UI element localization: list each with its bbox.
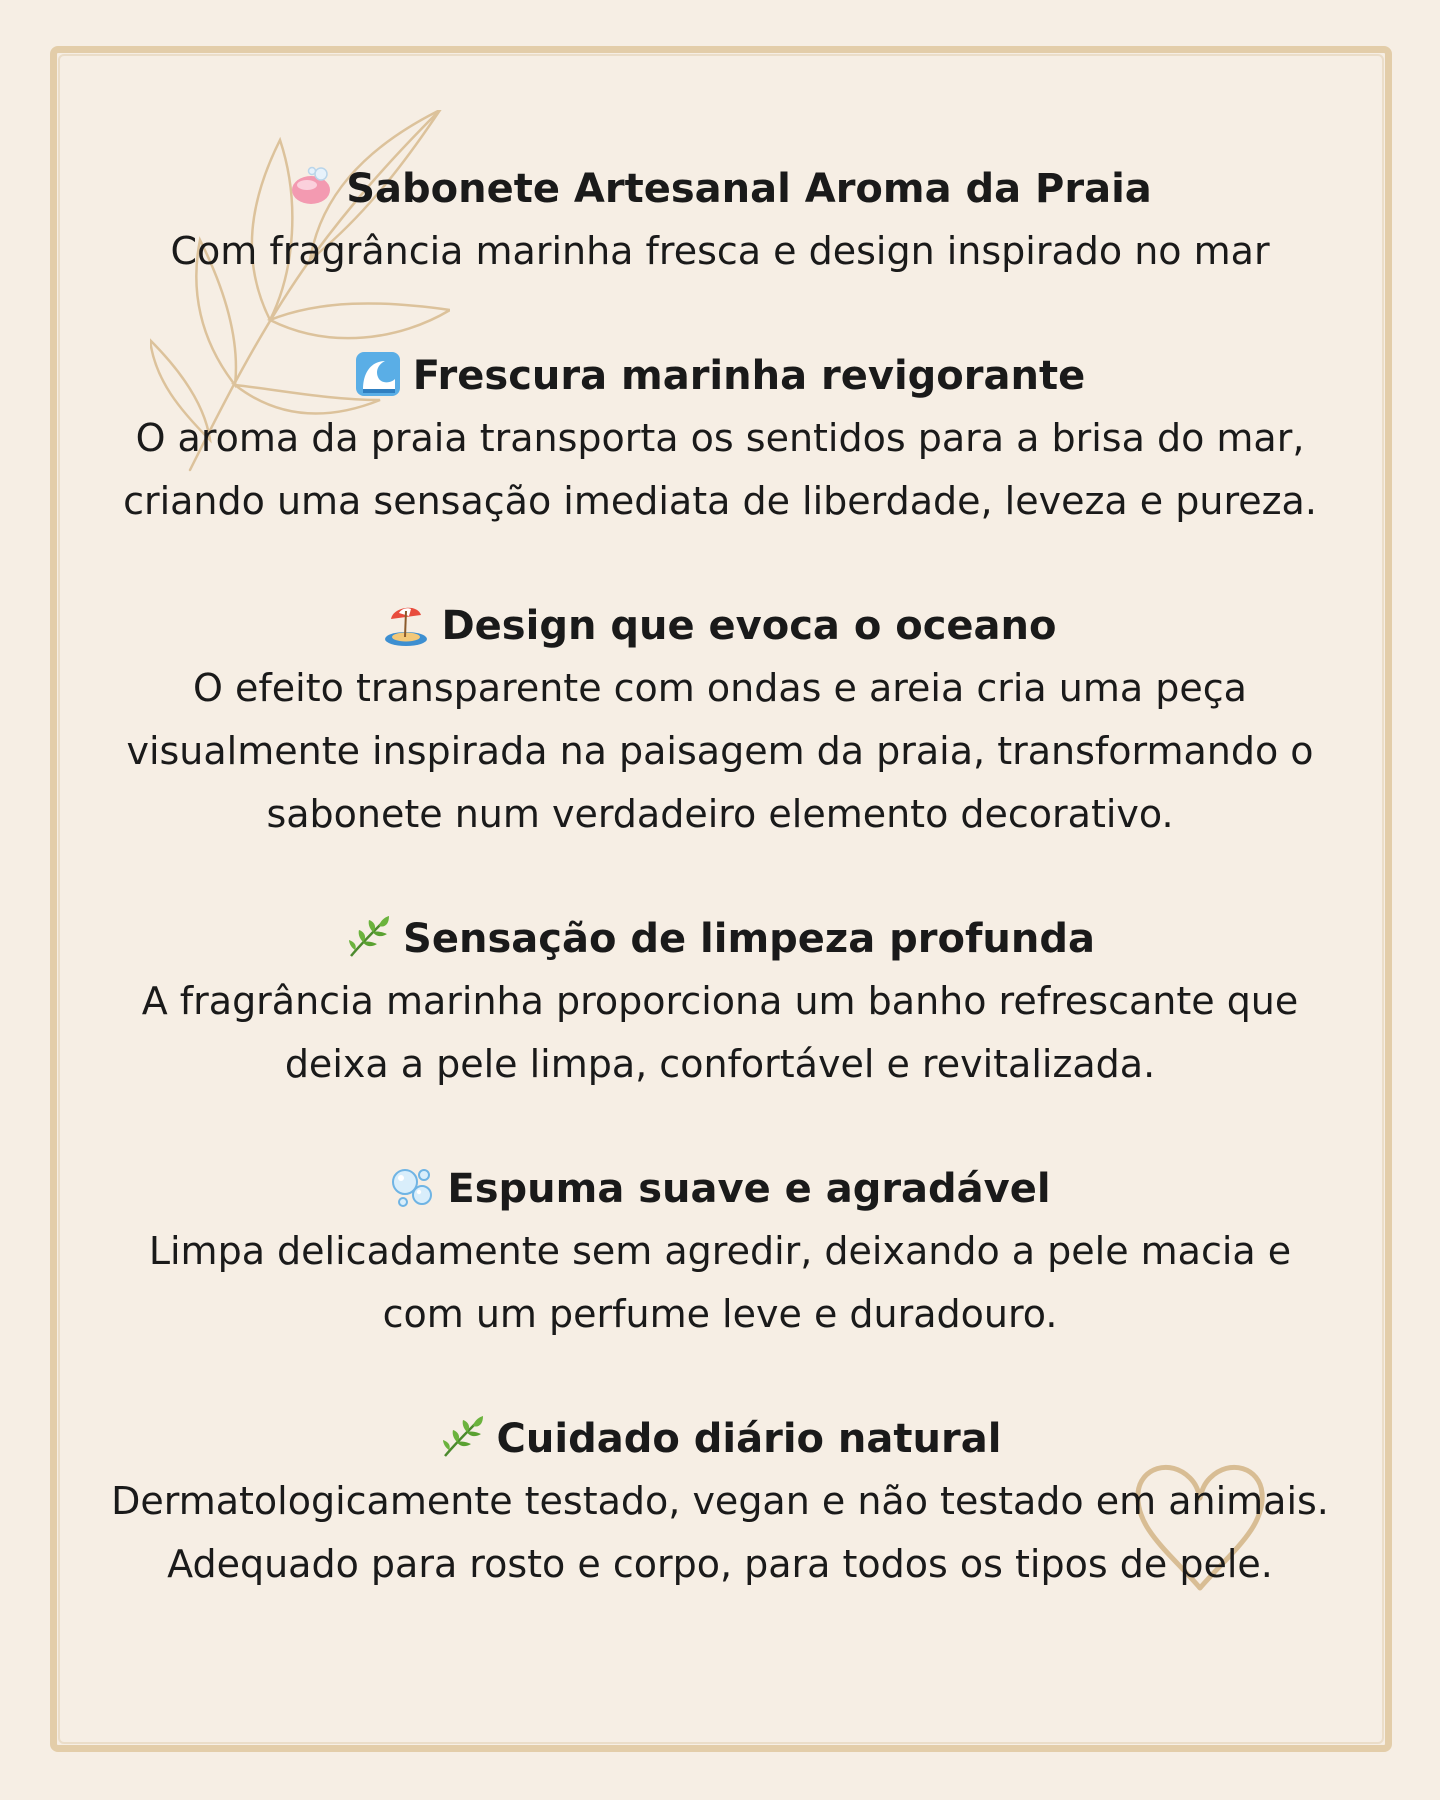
wave-icon (355, 351, 401, 397)
section-design (60, 595, 1380, 846)
section-heading (60, 595, 1380, 657)
section-text-line: sabonete num verdadeiro elemento decorativo. (266, 792, 1174, 836)
section-title: Design que evoca o oceano (441, 603, 1057, 649)
section-text-line: com um perfume leve e duradouro. (382, 1292, 1058, 1336)
section-intro (60, 158, 1380, 283)
section-heading (60, 158, 1380, 220)
section-text-line: Com fragrância marinha fresca e design inspirado no mar (170, 229, 1270, 273)
section-freshness (60, 345, 1380, 533)
section-daily-care (60, 1408, 1380, 1596)
section-title: Frescura marinha revigorante (412, 353, 1086, 399)
section-foam (60, 1158, 1380, 1346)
bubbles-icon (389, 1164, 435, 1210)
content (60, 158, 1380, 1658)
section-text-line: Adequado para rosto e corpo, para todos os tipos de pele. (167, 1542, 1273, 1586)
section-title: Cuidado diário natural (496, 1416, 1002, 1462)
section-title: Espuma suave e agradável (447, 1166, 1051, 1212)
herb-icon (345, 914, 391, 960)
section-text-line: deixa a pele limpa, confortável e revitalizada. (284, 1042, 1156, 1086)
section-text-line: A fragrância marinha proporciona um banho refrescante que (141, 979, 1299, 1023)
section-text-line: Dermatologicamente testado, vegan e não testado em animais. (111, 1479, 1329, 1523)
beach-umbrella-icon (383, 601, 429, 647)
section-text-line: Limpa delicadamente sem agredir, deixando a pele macia e (148, 1229, 1292, 1273)
section-text-line: O efeito transparente com ondas e areia cria uma peça (193, 666, 1247, 710)
section-text-line: O aroma da praia transporta os sentidos para a brisa do mar, (135, 416, 1305, 460)
section-heading (60, 908, 1380, 970)
section-title: Sensação de limpeza profunda (403, 916, 1095, 962)
section-heading (60, 345, 1380, 407)
section-heading (60, 1408, 1380, 1470)
herb-icon (439, 1414, 485, 1460)
section-text-line: criando uma sensação imediata de liberdade, leveza e pureza. (123, 479, 1317, 523)
section-title: Sabonete Artesanal Aroma da Praia (346, 166, 1152, 212)
section-text-line: visualmente inspirada na paisagem da praia, transformando o (126, 729, 1314, 773)
section-cleanliness (60, 908, 1380, 1096)
section-heading (60, 1158, 1380, 1220)
soap-icon (288, 164, 334, 210)
